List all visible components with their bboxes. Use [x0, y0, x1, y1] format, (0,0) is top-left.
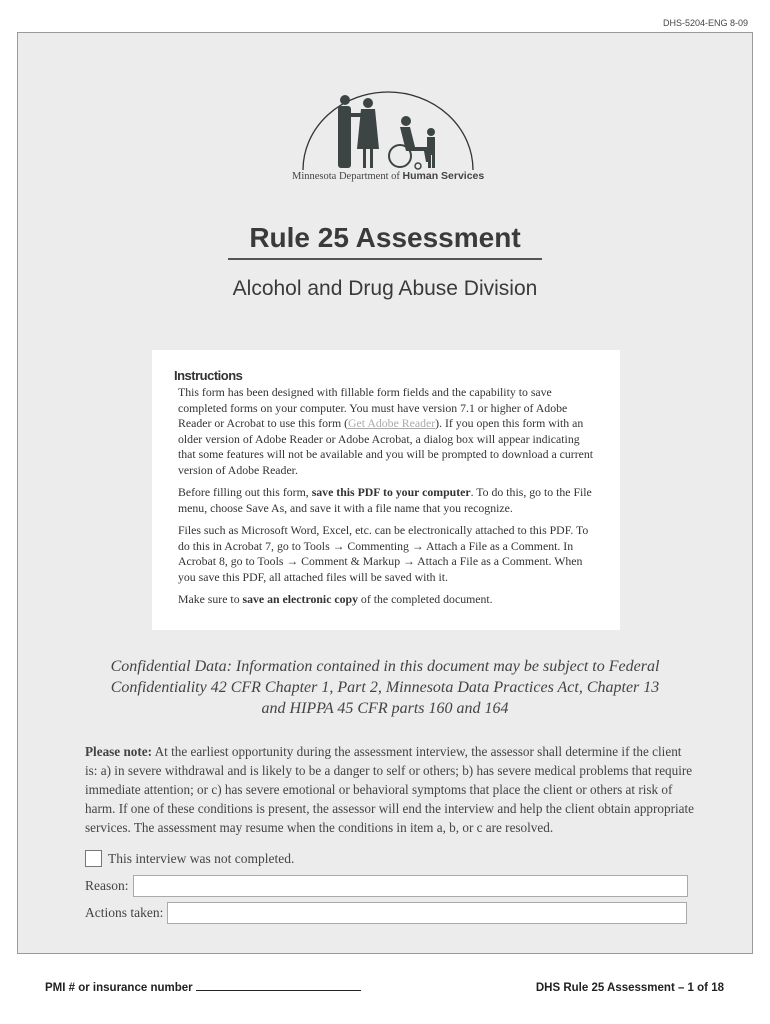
page-footer: DHS Rule 25 Assessment – 1 of 18 [535, 982, 724, 994]
actions-row [85, 902, 687, 924]
instructions-paragraph: Make sure to save an electronic copy of the completed document. [178, 592, 493, 606]
instructions-heading: Instructions [174, 368, 243, 383]
reason-row [85, 875, 688, 897]
pmi-field: PMI # or insurance number [45, 982, 361, 994]
actions-input[interactable] [167, 902, 687, 924]
confidential-notice: Confidential Data: Information contained in this document may be subject to Federal Confidentiality 42 CFR Chapter 1, Part 2, Minnesota Data Practices Act, Chapter 13 and HIPPA 45 CFR parts 160 and 164 [110, 658, 660, 717]
page-subtitle: Alcohol and Drug Abuse Division [232, 277, 538, 300]
please-note: Please note: At the earliest opportunity during the assessment interview, the assessor shall determine if the client is: a) in severe withdrawal and is likely to be a danger to self or others; b) has severe medical problems that require immediate attention; or c) has severe emotional or behavioral symptoms that place the client or others at risk of harm. If one of these conditions is present, the assessor will end the interview and help the client obtain appropriate services. The assessment may resume when the conditions in item a, b, or c are resolved. [85, 744, 695, 835]
form-code: DHS-5204-ENG 8-09 [662, 18, 748, 28]
reason-label: Reason: [85, 878, 129, 893]
reason-input[interactable] [133, 875, 688, 897]
instructions-paragraph: Before filling out this form, save this PDF to your computer. To do this, go to the File menu, choose Save As, and save it with a file name that you recognize. [178, 485, 592, 515]
instructions-paragraph: This form has been designed with fillable form fields and the capability to save completed forms on your computer. You must have version 7.1 or higher of Adobe Reader or Acrobat to use this form (Get Adobe Reader). If you open this form with an older version of Adobe Reader or Adobe Acrobat, a dialog box will appear indicating that some features will not be available and you will be prompted to download a current version of Adobe Reader. [178, 385, 594, 477]
actions-label: Actions taken: [85, 905, 164, 920]
dhs-logo-icon [288, 88, 488, 183]
not-completed-checkbox[interactable] [85, 850, 102, 867]
page-title: Rule 25 Assessment [228, 222, 542, 260]
not-completed-checkbox-row [85, 850, 294, 867]
instructions-box [152, 350, 620, 630]
get-adobe-reader-link[interactable]: Get Adobe Reader [348, 416, 436, 430]
instructions-paragraph: Files such as Microsoft Word, Excel, etc. can be electronically attached to this PDF. To do this in Acrobat 7, go to Tools → Commenting → Attach a File as a Comment. In Acrobat 8, go to Tools → Comment & Markup → Attach a File as a Comment. When you save this PDF, all attached files will be saved with it. [178, 523, 589, 584]
not-completed-label: This interview was not completed. [108, 850, 295, 866]
pmi-input-line[interactable] [196, 990, 361, 991]
logo-text: Minnesota Department of Human Services [292, 170, 485, 182]
